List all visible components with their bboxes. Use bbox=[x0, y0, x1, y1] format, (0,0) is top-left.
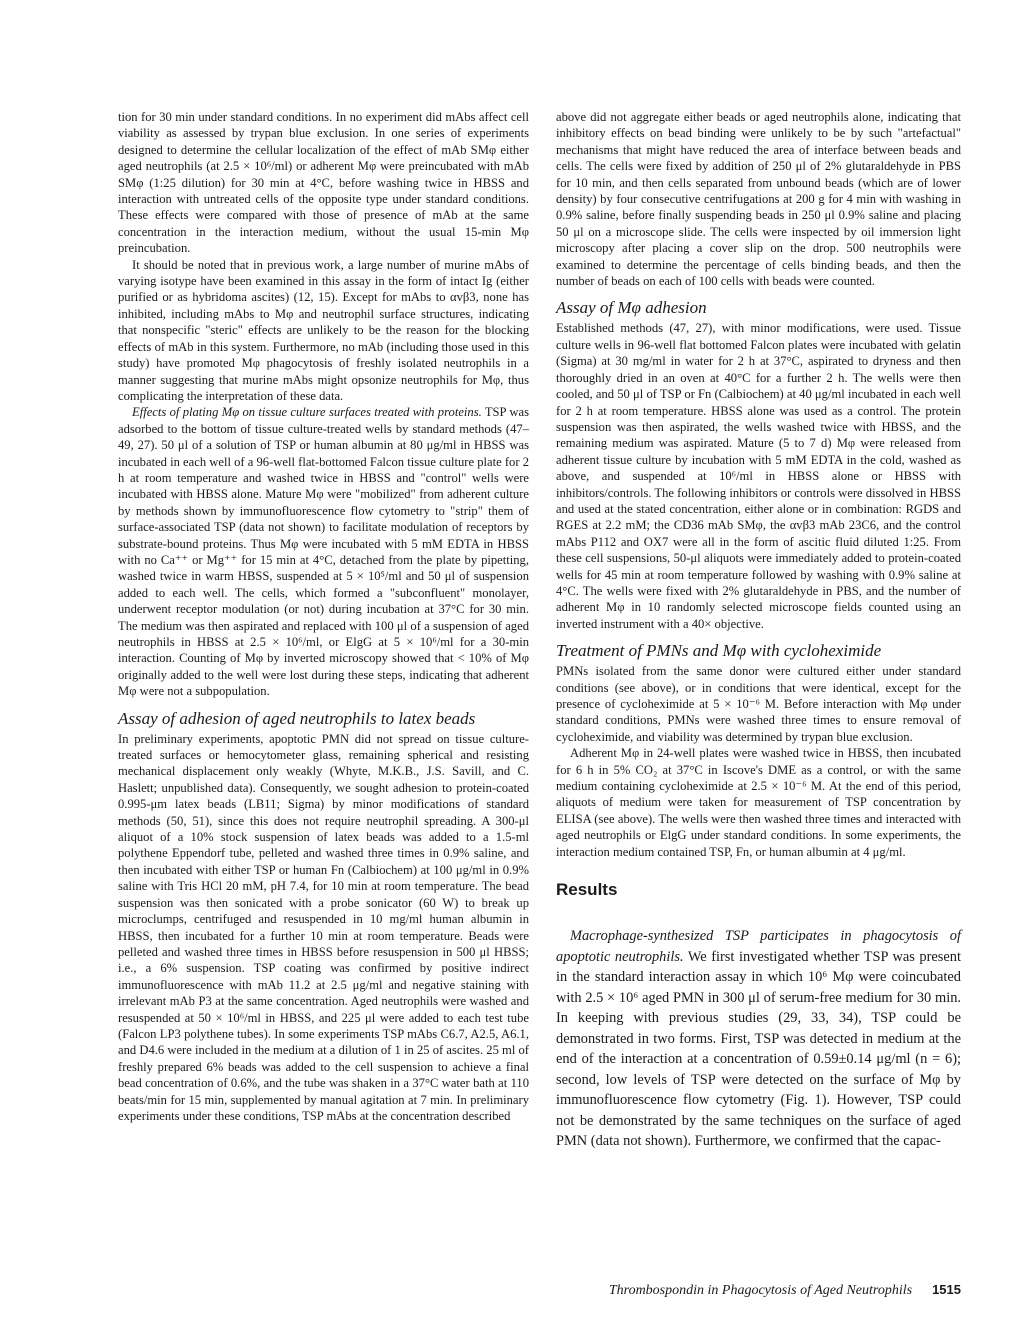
paragraph-plating-body: TSP was adsorbed to the bottom of tissue culture-treated wells by standard methods (47–49, 27). 50 μl of a solution of TSP or human albumin at 80 μg/ml in HBSS was incubated in each well of a 96-well flat-bottomed Falcon tissue culture plate for 2 h at room temperature and washed twice in HBSS and "control" wells were incubated with HBSS alone. Mature Mφ were "mobilized" from adherent culture by methods shown by immunofluorescence flow cytometry to "strip" them of surface-associated TSP (data not shown) to facilitate modulation of receptors by substrate-bound proteins. Thus Mφ were incubated with 5 mM EDTA in HBSS with no Ca⁺⁺ or Mg⁺⁺ for 15 min at 4°C, detached from the plate by pipetting, washed twice in warm HBSS, suspended at 5 × 10⁵/ml and 50 μl of suspension added to each well. The cells, which formed a "subconfluent" monolayer, underwent receptor modulation (or not) during incubation at 37°C for 30 min. The medium was then aspirated and replaced with 100 μl of a suspension of aged neutrophils in HBSS at 2.5 × 10⁶/ml, or ElgG at 5 × 10⁶/ml for a 30-min interaction. Counting of Mφ by inverted microscopy showed that < 10% of Mφ originally added to the well were lost during these steps, indicating that adherent Mφ were not a subpopulation. bbox=[118, 405, 530, 699]
paragraph-bead-fixation: above did not aggregate either beads or aged neutrophils alone, indicating that inhibitory effects on bead binding were unlikely to be by such "artefactual" mechanisms that might have reduced the area of interface between beads and cells. The cells were fixed by addition of 250 μl of 2% glutaraldehyde in PBS for 10 min, and then cells separated from unbound beads (which are of lower density) by four consecutive centrifugations at 200 g for 4 min with washing in 0.9% saline, before finally suspending beads in 250 μl 0.9% saline and placing 50 μl on a microscope slide. The cells were inspected by oil immersion light microscopy after placing a cover slip on the drop. 500 neutrophils were examined to determine the percentage of cells binding beads, and then the number of beads on each of 100 cells with beads were counted. bbox=[556, 110, 961, 289]
paragraph-results-body: We first investigated whether TSP was present in the standard interaction assay in which 10⁶ Mφ were coincubated with 2.5 × 10⁶ aged PMN in 300 μl of serum-free medium for 30 min. In keeping with previous studies (29, 33, 34), TSP could be demonstrated in two forms. First, TSP was detected in medium at the end of the interaction at a concentration of 0.59±0.14 μg/ml (n = 6); second, low levels of TSP were detected on the surface of Mφ by immunofluorescence flow cytometry (Fig. 1). However, TSP could not be demonstrated by the same techniques on the surface of aged PMN (data not shown). Furthermore, we confirmed that the capac- bbox=[556, 948, 961, 1150]
paragraph-methods-mab-continuation: tion for 30 min under standard conditions. In no experiment did mAbs affect cell viability as assessed by trypan blue exclusion. In one series of experiments designed to determine the cellular localization of the effect of mAb SMφ either aged neutrophils (at 2.5 × 10⁶/ml) or adherent Mφ were preincubated with mAb SMφ (1:25 dilution) for 30 min at 4°C, before washing twice in HBSS and interaction with untreated cells of the opposite type under standard conditions. These effects were compared with those of presence of mAb at the same concentration in the interaction medium, without the usual 15-min Mφ preincubation. bbox=[118, 110, 529, 256]
paragraph-results-tsp bbox=[556, 926, 961, 1152]
page-number: 1515 bbox=[932, 1282, 961, 1297]
running-title: Thrombospondin in Phagocytosis of Aged Neutrophils bbox=[608, 1283, 913, 1298]
page-footer bbox=[560, 1281, 961, 1299]
paragraph-cycloheximide-pmn: PMNs isolated from the same donor were cultured either under standard conditions (see above), or in conditions that were identical, except for the presence of cycloheximide at 5 × 10⁻⁶ M. Before interaction with Mφ under standard conditions, PMNs were washed three times to ensure removal of cycloheximide, and viability was determined by trypan blue exclusion. bbox=[556, 664, 961, 744]
section-heading-cycloheximide: Treatment of PMNs and Mφ with cycloheximide bbox=[556, 641, 882, 661]
run-in-heading-results: Macrophage-synthesized TSP participates in phagocytosis of apoptotic neutrophils. bbox=[556, 928, 961, 965]
section-heading-mphi-adhesion: Assay of Mφ adhesion bbox=[556, 298, 707, 318]
section-heading-latex-beads: Assay of adhesion of aged neutrophils to latex beads bbox=[118, 708, 476, 728]
paragraph-latex-beads: In preliminary experiments, apoptotic PMN did not spread on tissue culture-treated surfaces or hemocytometer glass, remaining spherical and resisting mechanical displacement only weakly (Whyte, M.K.B., J.S. Savill, and C. Haslett; unpublished data). Consequently, we sought adhesion to protein-coated 0.995-μm latex beads (LB11; Sigma) by minor modifications of standard methods (50, 51), since this does not require neutrophil spreading. A 300-μl aliquot of a 10% stock suspension of latex beads was added to a 1.5-ml polythene Eppendorf tube, pelleted and washed three times in 0.9% saline, and then incubated with either TSP or human Fn (Calbiochem) at 100 μg/ml in 0.9% saline with Tris HCl 20 mM, pH 7.4, for 10 min at room temperature. The bead suspension was then sonicated with a probe sonicator (60 W) to break up microclumps, centrifuged and resuspended in 10 mg/ml human albumin in HBSS, then incubated for a further 10 min at room temperature. Beads were pelleted and washed three times in HBSS before resuspension in 500 μl HBSS; i.e., a 6% suspension. TSP coating was confirmed by positive indirect immunofluorescence with mAb 11.2 at 2.5 μg/ml and negative staining with irrelevant mAb P3 at the same concentration. Aged neutrophils were washed and resuspended at 50 × 10⁶/ml in HBSS, and 225 μl were added to each test tube (Falcon LP3 polythene tubes). In some experiments TSP mAbs C6.7, A2.5, A6.1, and D4.6 were included in the medium at a dilution of 1 in 25 of ascites. 25 ml of freshly prepared 6% beads was added to the cell suspension to achieve a final bead concentration of 0.6%, and the tube was shaken in a 37°C water bath at 110 beats/min for 15 min, supplemented by manual agitation at 7 min. In preliminary experiments under these conditions, TSP mAbs at the concentration described bbox=[118, 731, 529, 1123]
paragraph-plating-mphi bbox=[118, 404, 529, 699]
paragraph-mphi-adhesion: Established methods (47, 27), with minor modifications, were used. Tissue culture wells in 96-well flat bottomed Falcon plates were incubated with gelatin (Sigma) at 30 mg/ml in water for 2 h at 37°C, aspirated to dryness and then thoroughly dried in an oven at 40°C for a further 2 h. The wells were then cooled, and 50 μl of TSP or Fn (Calbiochem) at 40 μg/ml incubated in each well for 2 h at room temperature. HBSS alone was used as a control. The protein suspension was then aspirated, the wells washed twice with HBSS, and the remaining medium was aspirated. Mature (5 to 7 d) Mφ were released from adherent tissue culture by incubation with 5 mM EDTA in the cold, washed as above, and suspended at 10⁶/ml in HBSS alone or HBSS with inhibitors/controls. The following inhibitors or controls were dissolved in HBSS and used at the stated concentration, either alone or in combination: RGDS and RGES at 2.2 mM; the CD36 mAb SMφ, the αvβ3 mAb 23C6, and the control mAbs P112 and OX7 were all in the form of ascitic fluid diluted 1:25. From these cell suspensions, 50-μl aliquots were immediately added to protein-coated wells for 45 min at room temperature followed by washing with 0.9% saline at 4°C. The wells were fixed with 2% glutaraldehyde in PBS, and the number of adherent Mφ in 10 randomly selected microscope fields counted using an inverted instrument with a 40× objective. bbox=[556, 321, 961, 631]
paragraph-cycloheximide-mphi: Adherent Mφ in 24-well plates were washed twice in HBSS, then incubated for 6 h in 5% CO₂ at 37°C in Iscove's DME as a control, or with the same medium containing cycloheximide at 2.5 × 10⁻⁶ M. At the end of this period, aliquots of medium were taken for measurement of TSP concentration by ELISA (see above). The wells were then washed three times and interacted with aged neutrophils or ElgG under standard conditions. In some experiments, the interaction medium contained TSP, Fn, or human albumin at 4 μg/ml. bbox=[556, 746, 961, 859]
left-column bbox=[118, 109, 529, 1124]
paragraph-mab-isotype-note: It should be noted that in previous work, a large number of murine mAbs of varying isotype have been examined in this assay in the form of intact Ig (either purified or as hybridoma ascites) (12, 15). Except for mAbs to αvβ3, none has inhibited, including mAbs to Mφ and neutrophil surface structures, indicating that nonspecific "steric" effects are unlikely to be the reason for the blocking effects of mAb in this system. Furthermore, no mAb (including those used in this study) have promoted Mφ phagocytosis of freshly isolated neutrophils in a manner suggesting that murine mAbs might opsonize neutrophils for Mφ, thus complicating the interpretation of these data. bbox=[118, 257, 529, 403]
section-heading-results: Results bbox=[556, 880, 618, 900]
run-in-heading-plating: Effects of plating Mφ on tissue culture surfaces treated with proteins. bbox=[132, 405, 482, 420]
right-column bbox=[556, 109, 961, 1152]
